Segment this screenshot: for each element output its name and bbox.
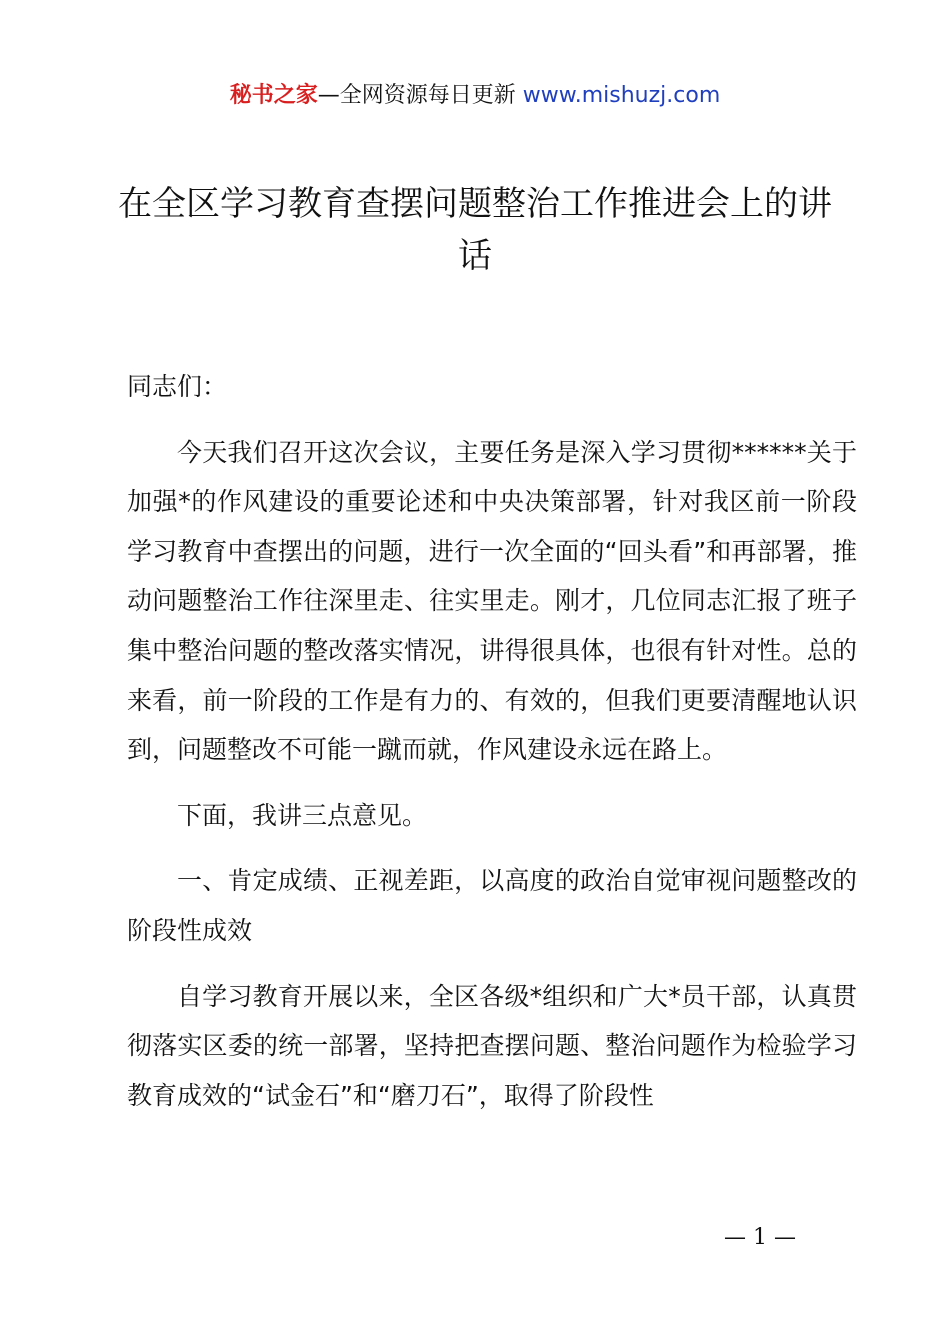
document-title: 在全区学习教育查摆问题整治工作推进会上的讲话 xyxy=(118,184,832,276)
section-heading-1: 一、肯定成绩、正视差距，以高度的政治自觉审视问题整改的阶段性成效 xyxy=(127,866,857,945)
site-url[interactable]: www.mishuzj.com xyxy=(522,83,721,108)
brand-name: 秘书之家 xyxy=(229,83,318,108)
site-header xyxy=(0,80,950,112)
paragraph-intro: 今天我们召开这次会议，主要任务是深入学习贯彻******关于加强*的作风建设的重要论述和中央决策部署，针对我区前一阶段学习教育中查摆出的问题，进行一次全面的“回头看”和再部署，推动问题整治工作往深里走、往实里走。刚才，几位同志汇报了班子集中整治问题的整改落实情况，讲得很具体，也很有针对性。总的来看，前一阶段的工作是有力的、有效的，但我们更要清醒地认识到，问题整改不可能一蹴而就，作风建设永远在路上。 xyxy=(127,437,857,765)
page-number: — 1 — xyxy=(724,1225,796,1250)
paragraph-outline: 下面，我讲三点意见。 xyxy=(177,800,428,830)
paragraph-section-1: 自学习教育开展以来，全区各级*组织和广大*员干部，认真贯彻落实区委的统一部署，坚持把查摆问题、整治问题作为检验学习教育成效的“试金石”和“磨刀石”，取得了阶段性 xyxy=(127,981,857,1110)
salutation: 同志们： xyxy=(127,372,228,401)
header-tagline: —全网资源每日更新 xyxy=(317,83,516,108)
document-body xyxy=(127,362,857,1136)
